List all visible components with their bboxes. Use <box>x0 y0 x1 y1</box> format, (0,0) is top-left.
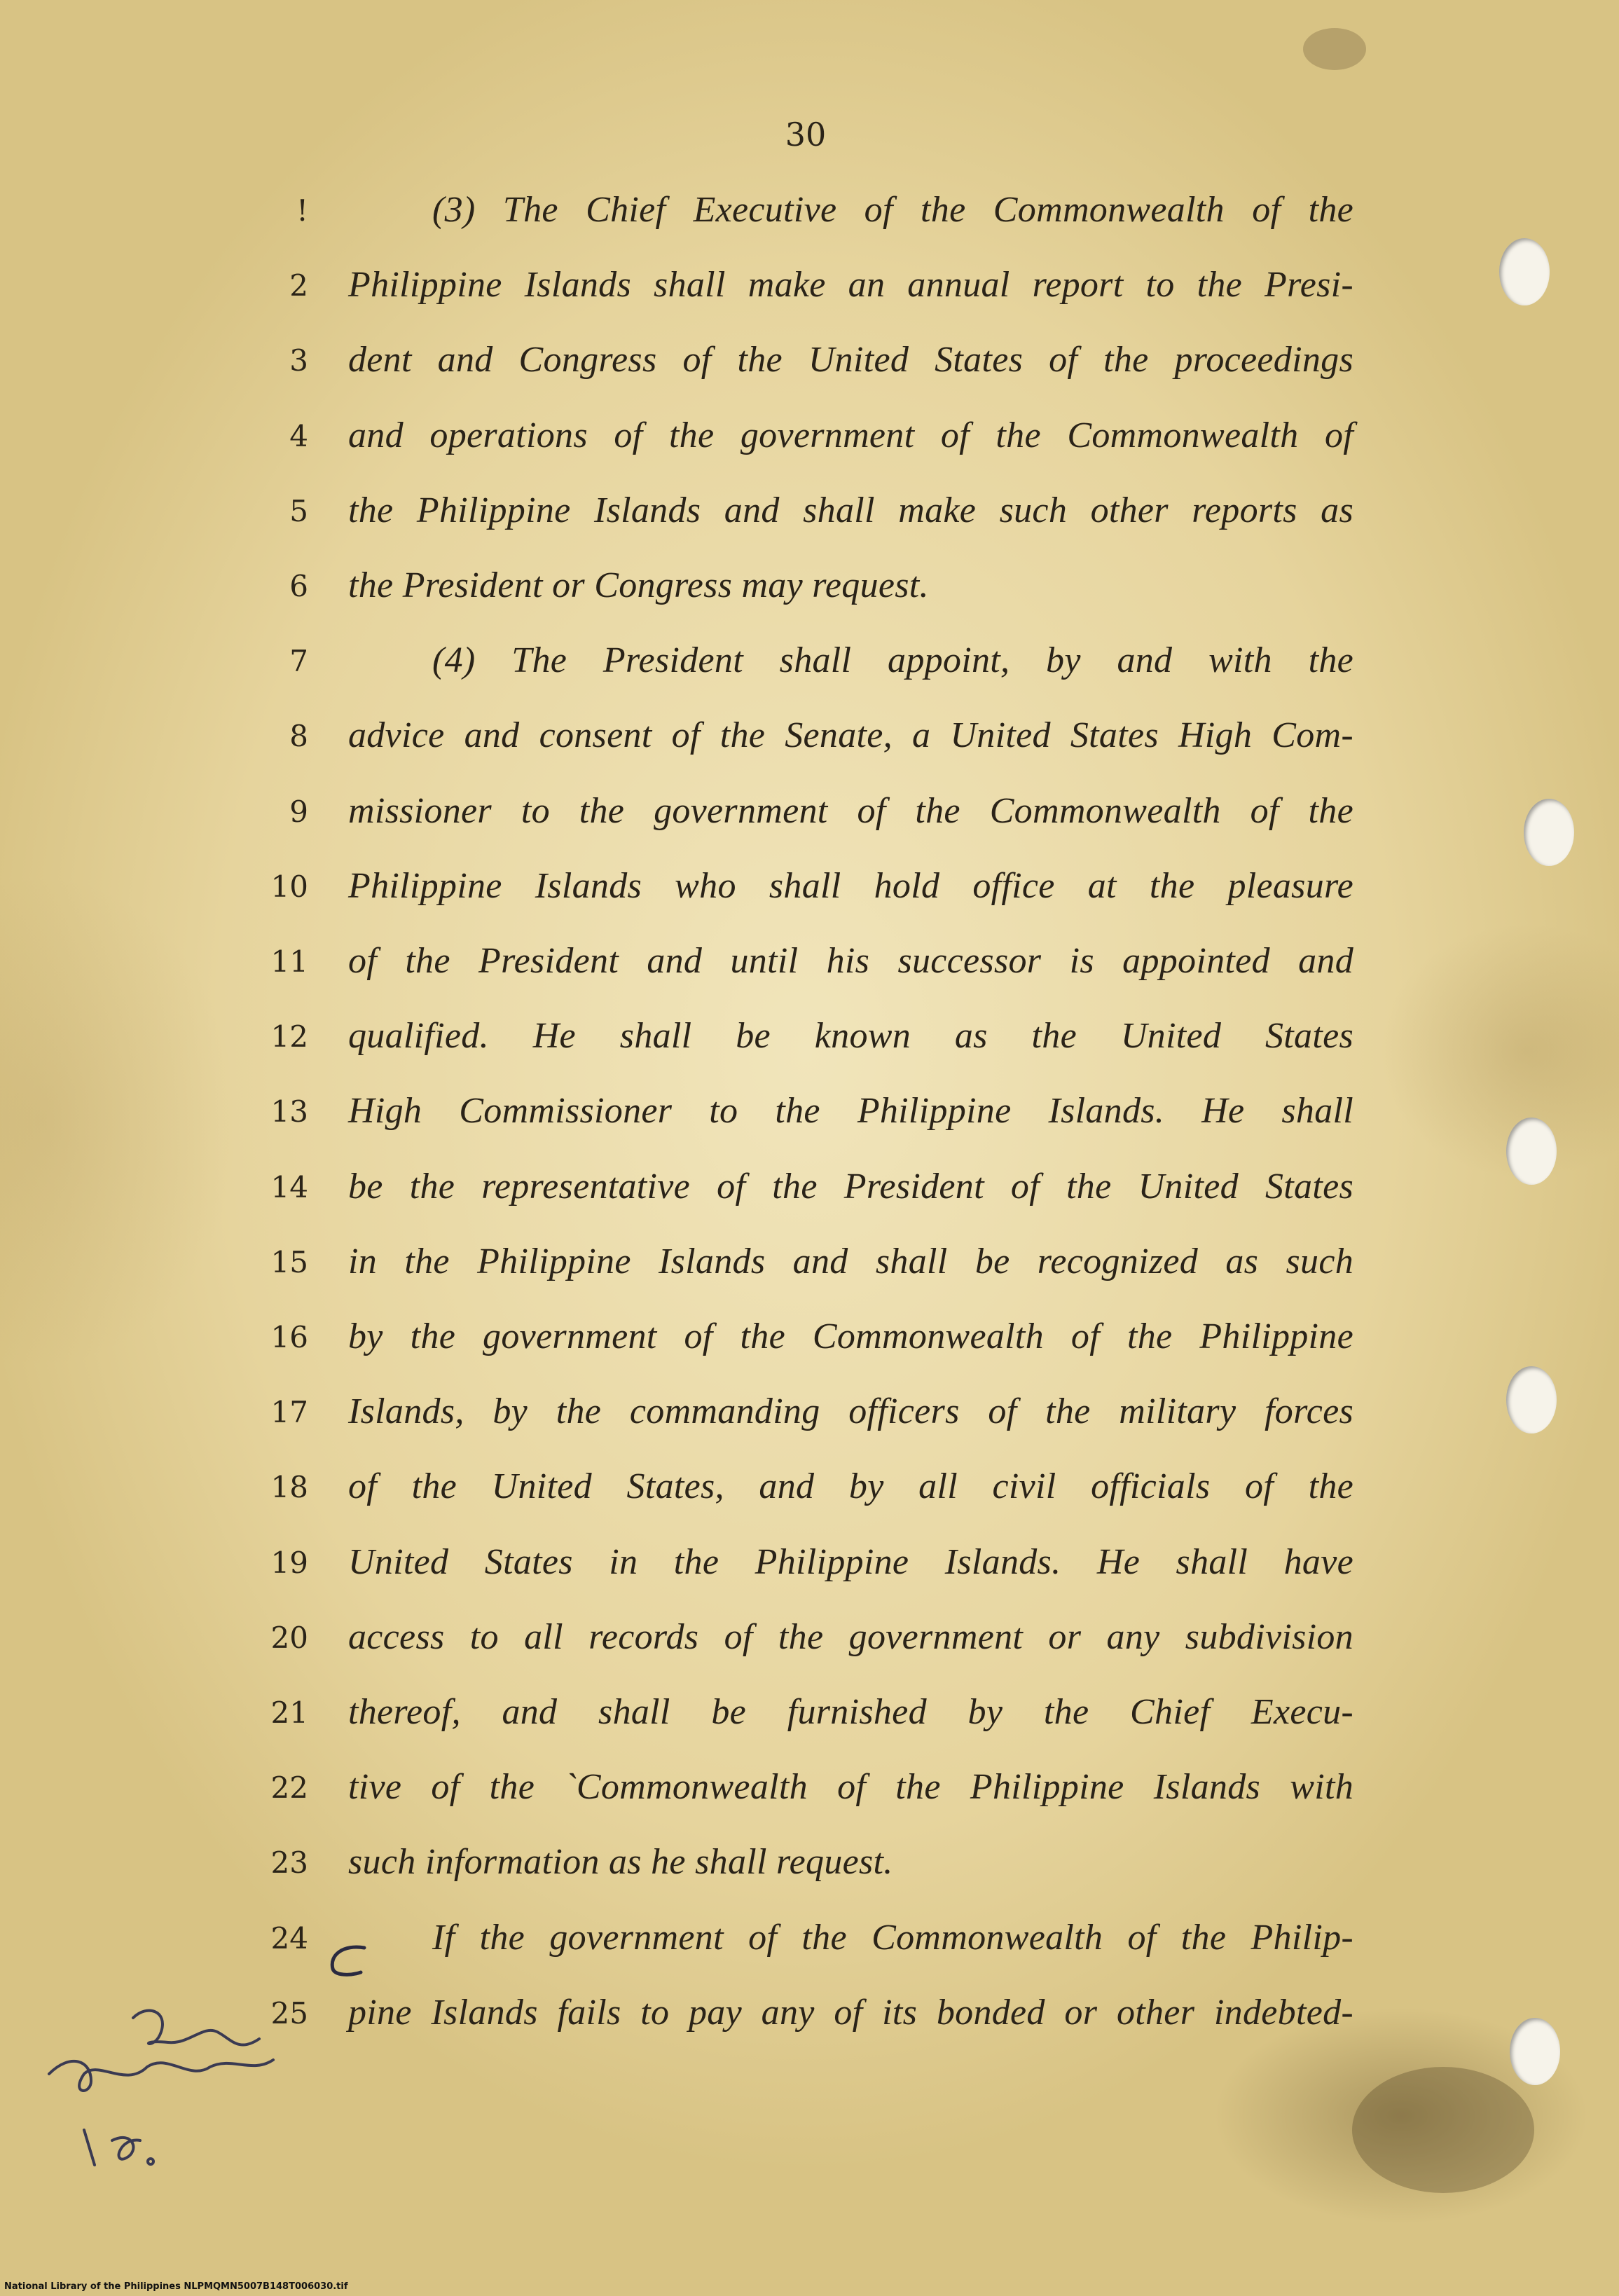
line-number: 4 <box>289 418 308 453</box>
line-number: 18 <box>270 1470 308 1505</box>
footer-credit: National Library of the Philippines NLPMQMN5007B148T006030.tif <box>4 2281 348 2292</box>
text-line: Philippine Islands shall make an annual report to the Presi- <box>348 265 1353 305</box>
text-line: If the government of the Commonwealth of the Philip- <box>432 1917 1353 1958</box>
punch-hole <box>1506 1118 1557 1185</box>
line-number: 9 <box>289 794 308 829</box>
punch-hole <box>1506 1366 1557 1434</box>
text-line: Islands, by the commanding officers of the military forces <box>348 1391 1353 1432</box>
text-line: the President or Congress may request. <box>348 565 929 605</box>
line-number: 12 <box>270 1019 308 1054</box>
page-number: 30 <box>785 116 827 153</box>
punch-hole <box>1510 2018 1560 2085</box>
stain <box>1352 2067 1534 2193</box>
text-line: be the representative of the President of the United States <box>348 1166 1353 1207</box>
line-number: 14 <box>270 1169 308 1204</box>
line-number: 6 <box>289 569 308 603</box>
text-line: High Commissioner to the Philippine Islands. He shall <box>348 1091 1353 1132</box>
line-number: 20 <box>270 1620 308 1655</box>
text-line: (4) The President shall appoint, by and with the <box>432 640 1353 681</box>
line-number: 10 <box>270 869 308 904</box>
line-number: 7 <box>289 644 308 679</box>
text-line: the Philippine Islands and shall make such other reports as <box>348 490 1353 530</box>
text-line: of the United States, and by all civil officials of the <box>348 1466 1353 1507</box>
line-number: 17 <box>270 1395 308 1430</box>
pen-mark <box>322 1941 371 1983</box>
text-line: pine Islands fails to pay any of its bonded or other indebted- <box>348 1992 1353 2033</box>
text-line: access to all records of the government or any subdivision <box>348 1616 1353 1657</box>
text-line: thereof, and shall be furnished by the Chief Execu- <box>348 1692 1353 1732</box>
line-number: 11 <box>270 944 308 979</box>
line-number: 19 <box>270 1545 308 1580</box>
punch-hole <box>1524 799 1574 866</box>
text-line: missioner to the government of the Commonwealth of the <box>348 790 1353 831</box>
line-number: 5 <box>289 493 308 528</box>
text-line: (3) The Chief Executive of the Commonwealth of the <box>432 190 1353 230</box>
text-line: dent and Congress of the United States of the proceedings <box>348 340 1353 380</box>
line-number: 2 <box>289 268 308 303</box>
punch-hole <box>1499 238 1550 305</box>
text-line: such information as he shall request. <box>348 1842 893 1883</box>
text-line: United States in the Philippine Islands. He shall have <box>348 1541 1353 1582</box>
text-line: tive of the `Commonwealth of the Philippine Islands with <box>348 1767 1353 1808</box>
text-line: of the President and until his successor is appointed and <box>348 941 1353 981</box>
line-number: 24 <box>270 1920 308 1955</box>
text-line: by the government of the Commonwealth of the Philippine <box>348 1317 1353 1356</box>
line-number: 16 <box>270 1320 308 1354</box>
text-line: advice and consent of the Senate, a United States High Com- <box>348 715 1353 756</box>
line-number: 8 <box>289 719 308 754</box>
handwritten-margin-note <box>28 1990 280 2221</box>
text-line: and operations of the government of the Commonwealth of <box>348 415 1353 455</box>
line-number: 21 <box>270 1696 308 1730</box>
text-line: qualified. He shall be known as the United States <box>348 1016 1353 1057</box>
text-line: Philippine Islands who shall hold office at the pleasure <box>348 865 1353 906</box>
line-number: 3 <box>289 343 308 378</box>
line-number: 22 <box>270 1771 308 1806</box>
text-line: in the Philippine Islands and shall be recognized as such <box>348 1241 1353 1281</box>
line-number: ! <box>296 193 308 228</box>
line-number: 15 <box>270 1244 308 1279</box>
line-number: 25 <box>270 1995 308 2030</box>
stain <box>1303 28 1366 70</box>
line-number: 23 <box>270 1845 308 1881</box>
line-number: 13 <box>270 1094 308 1129</box>
